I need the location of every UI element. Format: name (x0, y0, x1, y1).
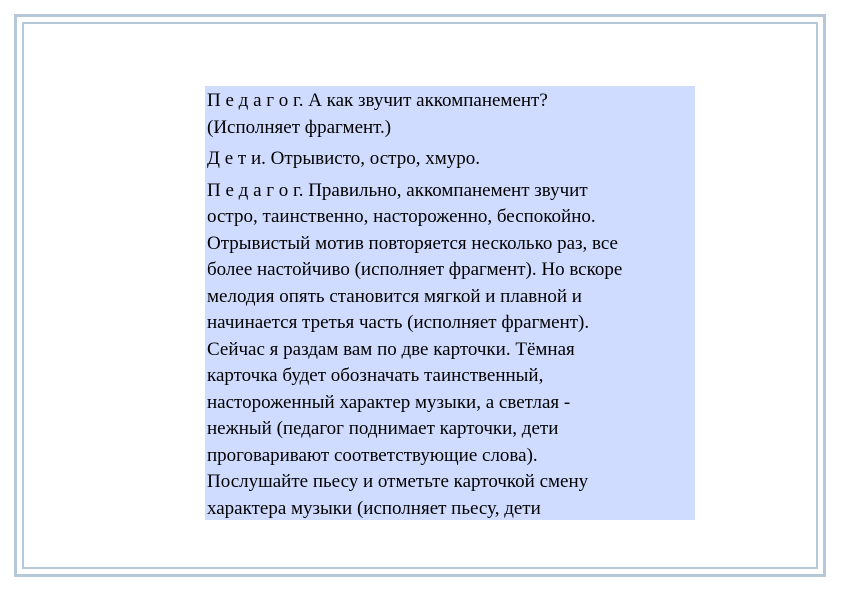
text-line: Д е т и. Отрывисто, остро, хмуро. (207, 148, 480, 169)
text-line: карточка будет обозначать таинственный, (207, 365, 544, 386)
text-line: более настойчиво (исполняет фрагмент). Но вскоре (207, 259, 623, 280)
text-line: (Исполняет фрагмент.) (207, 116, 392, 138)
text-line: начинается третья часть (исполняет фрагмент). (207, 312, 590, 333)
text-line: Сейчас я раздам вам по две карточки. Тёмная (207, 338, 575, 360)
text-line: Послушайте пьесу и отметьте карточкой смену (207, 471, 589, 492)
paragraph-teacher-explanation (207, 178, 695, 521)
paragraph-teacher-question (207, 88, 695, 141)
text-line: остро, таинственно, настороженно, беспокойно. (207, 206, 596, 227)
text-line: П е д а г о г. А как звучит аккомпанемент? (207, 90, 548, 111)
paragraph-children-answer (207, 146, 695, 173)
text-line: характера музыки (исполняет пьесу, дети (207, 497, 541, 519)
text-box (205, 86, 695, 520)
text-line: настороженный характер музыки, а светлая - (207, 391, 571, 413)
text-line: П е д а г о г. Правильно, аккомпанемент звучит (207, 179, 588, 201)
text-line: проговаривают соответствующие слова). (207, 444, 538, 466)
text-line: Отрывистый мотив повторяется несколько раз, все (207, 232, 618, 254)
text-line: нежный (педагог поднимает карточки, дети (207, 418, 559, 439)
text-line: мелодия опять становится мягкой и плавной и (207, 285, 582, 307)
